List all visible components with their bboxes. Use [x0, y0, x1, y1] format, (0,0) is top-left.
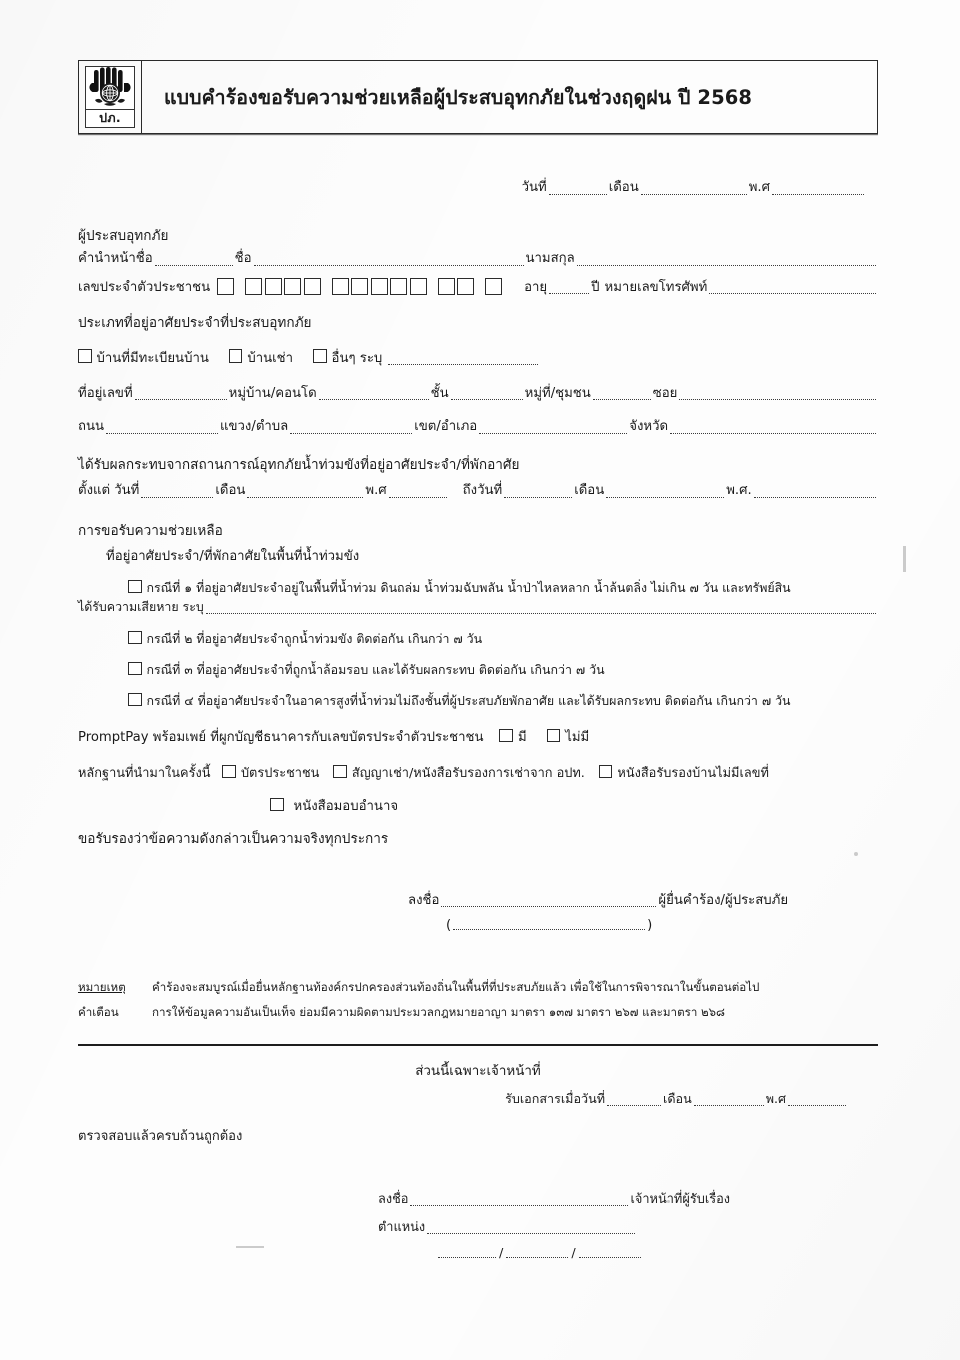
- impact-from-month-label: เดือน: [215, 483, 246, 499]
- date-separator: /: [571, 1245, 576, 1261]
- agency-logo-label: ปภ.: [86, 109, 134, 126]
- applicant-signature-block: [78, 889, 878, 933]
- received-day-input[interactable]: [607, 1104, 661, 1106]
- impact-to-label: ถึงวันที่: [462, 483, 503, 499]
- case-item-3[interactable]: [78, 661, 878, 679]
- checkbox-icon[interactable]: [547, 729, 561, 743]
- official-month-input[interactable]: [506, 1256, 568, 1258]
- note-text: คำร้องจะสมบูรณ์เมื่อยื่นหลักฐานท้องค์กรปกครองส่วนท้องถิ่นในพื้นที่ที่ประสบภัยแล้ว เพื่อใช้ในการพิจารณาในขั้นตอนต่อไป: [152, 979, 760, 994]
- id-group: [438, 278, 475, 295]
- age-label: อายุ: [524, 279, 548, 295]
- id-box[interactable]: [371, 278, 388, 295]
- road-input[interactable]: [106, 432, 218, 434]
- checkbox-icon[interactable]: [229, 349, 243, 363]
- impact-to-year-label: พ.ศ.: [726, 483, 752, 499]
- notes-block: [78, 979, 878, 1022]
- checkbox-icon[interactable]: [599, 765, 613, 779]
- official-position-label: ตำแหน่ง: [378, 1219, 426, 1235]
- impact-from-month-input[interactable]: [247, 496, 363, 498]
- note-key: หมายเหตุ: [78, 979, 126, 994]
- id-group: [217, 278, 234, 295]
- official-signature-input[interactable]: [410, 1204, 628, 1206]
- official-signature-label: ลงชื่อ: [378, 1191, 409, 1207]
- applicant-name-paren-row: [408, 918, 878, 933]
- applicant-printed-name-input[interactable]: [453, 928, 645, 930]
- case-item-2[interactable]: [78, 630, 878, 648]
- date-month-label: เดือน: [608, 180, 639, 195]
- evidence-row: [78, 762, 878, 783]
- id-box[interactable]: [457, 278, 474, 295]
- promptpay-label: PromptPay พร้อมเพย์ ที่ผูกบัญชีธนาคารกับเลขบัตรประจำตัวประชาชน: [78, 729, 484, 745]
- checkbox-icon[interactable]: [333, 765, 347, 779]
- case-2-text: กรณีที่ ๒ ที่อยู่อาศัยประจำถูกน้ำท่วมขัง ติดต่อกัน เกินกว่า ๗ วัน: [146, 630, 483, 646]
- official-verified-text: ตรวจสอบแล้วครบถ้วนถูกต้อง: [78, 1128, 243, 1144]
- assistance-sub-label: ที่อยู่อาศัยประจำ/ที่พักอาศัยในพื้นที่น้ำท่วมขัง: [106, 548, 360, 564]
- lastname-input[interactable]: [577, 264, 876, 266]
- road-label: ถนน: [78, 419, 105, 435]
- impact-to-day-input[interactable]: [504, 496, 572, 498]
- official-section-title: ส่วนนี้เฉพาะเจ้าหน้าที่: [415, 1063, 541, 1079]
- evidence-option-label: สัญญาเช่า/หนังสือรับรองการเช่าจาก อปท.: [351, 765, 585, 781]
- assistance-section-label: การขอรับความช่วยเหลือ: [78, 522, 223, 539]
- subdistrict-input[interactable]: [290, 432, 412, 434]
- evidence-option-label: บัตรประชาชน: [240, 765, 320, 781]
- section-divider: [78, 1044, 878, 1046]
- official-signature-role: เจ้าหน้าที่ผู้รับเรื่อง: [630, 1191, 731, 1207]
- case-1-damage-row: [78, 598, 878, 617]
- impact-section-label: ได้รับผลกระทบจากสถานการณ์อุทกภัยน้ำท่วมขังที่อยู่อาศัยประจำ/ที่พักอาศัย: [78, 457, 520, 474]
- official-signature-row: [378, 1188, 878, 1209]
- promptpay-option-no[interactable]: [547, 726, 590, 747]
- date-day-field[interactable]: [549, 193, 607, 195]
- residence-option-label: บ้านเช่า: [247, 350, 294, 366]
- impact-to-month-label: เดือน: [574, 483, 605, 499]
- applicant-signature-row: [408, 889, 878, 910]
- checkbox-icon[interactable]: [128, 580, 142, 594]
- subdistrict-label: แขวง/ตำบล: [220, 419, 289, 435]
- residence-option-label: บ้านที่มีทะเบียนบ้าน: [96, 350, 209, 366]
- checkbox-icon[interactable]: [78, 349, 92, 363]
- id-group: [332, 278, 427, 295]
- case-1-text: กรณีที่ ๑ ที่อยู่อาศัยประจำอยู่ในพื้นที่น้ำท่วม ดินถล่ม น้ำท่วมฉับพลัน น้ำป่าไหลหลาก น้ำล้นตลิ่ง ไม่เกิน ๗ วัน และทรัพย์สิน: [146, 579, 791, 595]
- id-box[interactable]: [390, 278, 407, 295]
- firstname-input[interactable]: [254, 264, 524, 266]
- agency-logo: [79, 61, 142, 133]
- id-box[interactable]: [351, 278, 368, 295]
- official-day-input[interactable]: [438, 1256, 496, 1258]
- age-unit-label: ปี: [591, 279, 600, 295]
- note-key: คำเตือน: [78, 1005, 119, 1020]
- dpm-emblem-icon: [87, 67, 133, 109]
- certification-text: ขอรับรองว่าข้อความดังกล่าวเป็นความจริงทุกประการ: [78, 830, 389, 847]
- phone-input[interactable]: [709, 292, 876, 294]
- signature-label: ลงชื่อ: [408, 892, 440, 908]
- form-title: แบบคำร้องขอรับความช่วยเหลือผู้ประสบอุทกภัยในช่วงฤดูฝน ปี 2568: [164, 85, 753, 109]
- paren-open: (: [446, 917, 452, 933]
- residence-option-rented[interactable]: [229, 347, 293, 368]
- house-no-label: ที่อยู่เลขที่: [78, 385, 133, 401]
- province-input[interactable]: [670, 432, 876, 434]
- date-line: [78, 178, 878, 198]
- official-position-row: [378, 1216, 878, 1237]
- date-year-label: พ.ศ: [748, 180, 770, 195]
- village-label: หมู่บ้าน/คอนโด: [228, 385, 317, 401]
- date-year-field[interactable]: [772, 193, 864, 195]
- soi-input[interactable]: [679, 398, 876, 400]
- residence-option-registered[interactable]: [78, 347, 209, 368]
- checkbox-icon[interactable]: [222, 765, 236, 779]
- district-label: เขต/อำเภอ: [414, 419, 478, 435]
- scan-artifact: [903, 546, 906, 572]
- address-row-1: [78, 384, 878, 404]
- id-box[interactable]: [410, 278, 427, 295]
- id-box[interactable]: [332, 278, 349, 295]
- evidence-option-label: หนังสือรับรองบ้านไม่มีเลขที่: [617, 765, 769, 781]
- checkbox-icon[interactable]: [128, 631, 142, 645]
- checkbox-icon[interactable]: [313, 349, 327, 363]
- impact-to-year-input[interactable]: [754, 496, 876, 498]
- id-box[interactable]: [265, 278, 282, 295]
- official-year-input[interactable]: [579, 1256, 641, 1258]
- national-id-label: เลขประจำตัวประชาชน: [78, 279, 211, 295]
- residence-section-label: ประเภทที่อยู่อาศัยประจำที่ประสบอุทกภัย: [78, 314, 312, 331]
- id-group: [485, 278, 502, 295]
- promptpay-option-label: ไม่มี: [565, 729, 590, 745]
- checkbox-icon[interactable]: [499, 729, 513, 743]
- firstname-label: ชื่อ: [234, 250, 252, 266]
- paren-close: ): [647, 917, 653, 933]
- victim-name-row: [78, 249, 878, 269]
- national-id-row: [78, 276, 878, 297]
- promptpay-option-yes[interactable]: [499, 726, 526, 747]
- official-signature-block: [78, 1188, 878, 1261]
- district-input[interactable]: [479, 432, 627, 434]
- id-box[interactable]: [304, 278, 321, 295]
- evidence-label: หลักฐานที่นำมาในครั้งนี้: [78, 765, 211, 781]
- note-remark: [78, 979, 878, 996]
- impact-from-label: ตั้งแต่ วันที่: [78, 483, 140, 499]
- promptpay-row: [78, 726, 878, 747]
- received-date-label: รับเอกสารเมื่อวันที่: [505, 1090, 606, 1106]
- received-year-label: พ.ศ: [765, 1090, 786, 1106]
- date-month-field[interactable]: [641, 193, 747, 195]
- form-sheet: [78, 60, 878, 1261]
- moo-input[interactable]: [593, 398, 651, 400]
- floor-input[interactable]: [451, 398, 523, 400]
- id-group: [245, 278, 321, 295]
- impact-from-day-input[interactable]: [141, 496, 213, 498]
- checkbox-icon[interactable]: [128, 693, 142, 707]
- national-id-boxes[interactable]: [217, 278, 502, 295]
- form-header: [78, 60, 878, 134]
- date-day-label: วันที่: [521, 180, 547, 195]
- note-warning: [78, 1004, 878, 1021]
- residence-other-input[interactable]: [388, 363, 538, 365]
- address-row-2: [78, 417, 878, 437]
- residence-option-label: อื่นๆ ระบุ: [331, 350, 383, 366]
- case-item-1[interactable]: [78, 579, 878, 597]
- case-3-text: กรณีที่ ๓ ที่อยู่อาศัยประจำที่ถูกน้ำล้อมรอบ และได้รับผลกระทบ ติดต่อกัน เกินกว่า ๗ วัน: [146, 661, 605, 677]
- received-month-input[interactable]: [694, 1104, 764, 1106]
- evidence-option-lease[interactable]: [333, 762, 584, 783]
- impact-period-row: [78, 481, 878, 501]
- case-1-damage-label: ได้รับความเสียหาย ระบุ: [78, 598, 204, 614]
- id-box[interactable]: [438, 278, 455, 295]
- evidence-extra-label: หนังสือมอบอำนาจ: [293, 798, 399, 814]
- id-box[interactable]: [485, 278, 502, 295]
- official-position-input[interactable]: [427, 1232, 635, 1234]
- phone-label: หมายเลขโทรศัพท์: [604, 279, 708, 295]
- floor-label: ชั้น: [430, 385, 449, 401]
- prefix-label: คำนำหน้าชื่อ: [78, 250, 153, 266]
- impact-to-month-input[interactable]: [606, 496, 724, 498]
- house-no-input[interactable]: [135, 398, 227, 400]
- soi-label: ซอย: [652, 385, 678, 401]
- evidence-extra-row: [78, 795, 878, 816]
- checkbox-icon[interactable]: [128, 662, 142, 676]
- checkbox-icon[interactable]: [270, 798, 284, 812]
- note-text: การให้ข้อมูลความอันเป็นเท็จ ย่อมมีความผิดตามประมวลกฎหมายอาญา มาตรา ๑๓๗ มาตรา ๒๖๗ และมาตรา ๒๖๘: [152, 1005, 725, 1020]
- moo-label: หมู่ที่/ชุมชน: [524, 385, 591, 401]
- promptpay-option-label: มี: [517, 729, 527, 745]
- prefix-input[interactable]: [155, 264, 233, 266]
- impact-from-year-label: พ.ศ: [365, 483, 387, 499]
- residence-type-options: [78, 347, 878, 368]
- evidence-option-power-of-attorney[interactable]: [270, 795, 398, 816]
- applicant-signature-input[interactable]: [441, 905, 656, 907]
- evidence-option-idcard[interactable]: [222, 762, 319, 783]
- case-4-text: กรณีที่ ๔ ที่อยู่อาศัยประจำในอาคารสูงที่น้ำท่วมไม่ถึงชั้นที่ผู้ประสบภัยพักอาศัย และได้รับผลกระทบ ติดต่อกัน เกินกว่า ๗ วัน: [146, 692, 791, 708]
- residence-option-other[interactable]: [313, 347, 382, 368]
- evidence-option-nonumber-cert[interactable]: [599, 762, 769, 783]
- province-label: จังหวัด: [629, 419, 669, 435]
- received-month-label: เดือน: [663, 1090, 692, 1106]
- official-received-row: [78, 1090, 878, 1109]
- date-separator: /: [499, 1245, 504, 1261]
- signature-role-label: ผู้ยื่นคำร้อง/ผู้ประสบภัย: [658, 892, 789, 908]
- village-input[interactable]: [319, 398, 429, 400]
- impact-from-year-input[interactable]: [389, 496, 447, 498]
- case-1-damage-input[interactable]: [206, 612, 876, 614]
- official-date-row: [378, 1246, 878, 1261]
- case-item-4[interactable]: [78, 692, 878, 710]
- id-box[interactable]: [217, 278, 234, 295]
- lastname-label: นามสกุล: [525, 250, 575, 266]
- received-year-input[interactable]: [788, 1104, 846, 1106]
- id-box[interactable]: [245, 278, 262, 295]
- age-input[interactable]: [549, 292, 589, 294]
- id-box[interactable]: [284, 278, 301, 295]
- victim-section-label: ผู้ประสบอุทกภัย: [78, 227, 169, 244]
